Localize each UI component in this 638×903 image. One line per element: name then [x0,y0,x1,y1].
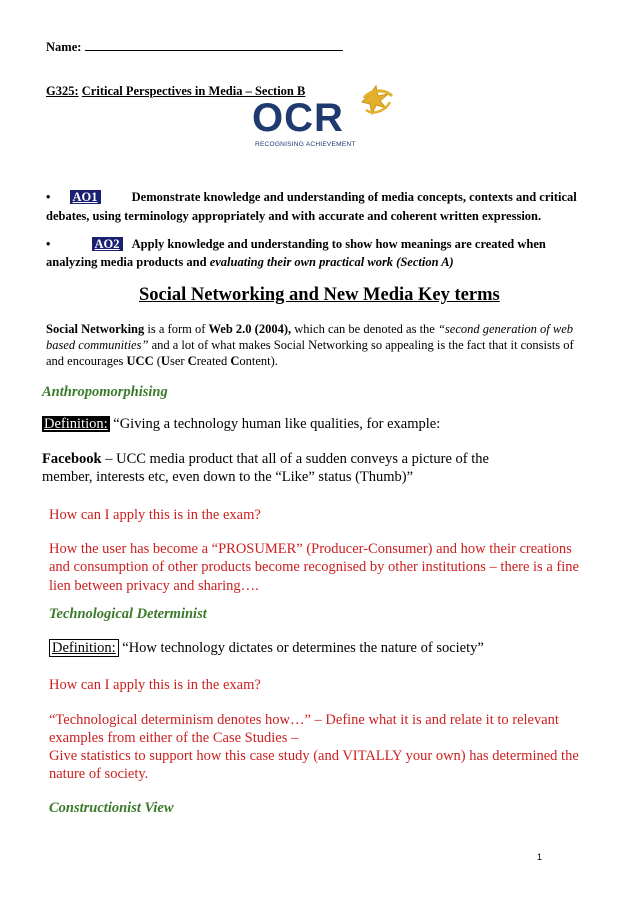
intro-line-2 [46,338,574,353]
bullet: • [46,190,51,204]
intro-text: which can be denoted as the [291,322,438,336]
facebook-line-2: member, interests etc, even down to the “Like” status (Thumb)” [42,469,414,485]
definition-label: Definition: [49,639,119,657]
ao1-text-2: debates, using terminology appropriately and with accurate and coherent written expression. [46,209,542,223]
ao1-badge: AO1 [70,190,101,204]
definition-text: “How technology dictates or determines the nature of society” [118,640,484,656]
ocr-logo-graphic [252,84,402,156]
star-icon [362,86,392,114]
apply-question-2: How can I apply this is in the exam? [49,677,261,693]
section-heading-tech-determinist: Technological Determinist [49,606,207,622]
page-number: 1 [537,852,543,862]
intro-term-social: Social Networking [46,322,145,336]
course-code: G325: [46,84,79,98]
apply-2-line-1: “Technological determinism denotes how…” – Define what it is and relate it to relevant [49,712,559,728]
intro-line-1 [46,322,573,337]
name-label: Name: [46,40,82,54]
apply-2-line-3: Give statistics to support how this case study (and VITALLY your own) has determined the [49,748,579,764]
section-heading-constructionist: Constructionist View [49,800,174,816]
course-title: Critical Perspectives in Media – Section B [81,84,306,98]
intro-text: reated [196,354,231,368]
definition-tech-determinist [49,640,484,657]
definition-text: “Giving a technology human like qualities, for example: [109,416,441,432]
intro-line-3 [46,354,278,369]
intro-text: and a lot of what makes Social Networking so appealing is the fact that it consists of [148,338,574,352]
apply-1-line-3: lien between privacy and sharing…. [49,578,259,594]
section-heading-anthropomorphising: Anthropomorphising [42,384,168,400]
ocr-logo [252,84,402,156]
intro-letter: C [187,354,197,368]
intro-term-web20: Web 2.0 (2004), [208,322,292,336]
apply-1-line-2: and consumption of other products become recognised by other institutions – there is a fine [49,559,579,575]
intro-text: ontent). [239,354,278,368]
objective-ao2 [46,237,546,252]
ao2-text-2b: evaluating their own practical work (Section A) [209,255,454,269]
ao1-text-1: Demonstrate knowledge and understanding of media concepts, contexts and critical [131,190,577,204]
facebook-text-1: – UCC media product that all of a sudden conveys a picture of the [101,451,489,467]
apply-1-line-1: How the user has become a “PROSUMER” (Producer-Consumer) and how their creations [49,541,572,557]
name-line [46,38,343,55]
intro-text: ( [153,354,161,368]
intro-quote: “second generation of web [437,322,574,336]
definition-label: Definition: [44,416,108,432]
objective-ao1 [46,190,577,205]
ocr-letters: OCR [252,96,344,140]
apply-2-line-2: examples from either of the Case Studies – [49,730,299,746]
bullet: • [46,237,51,251]
ao2-badge: AO2 [92,237,123,251]
intro-letter: U [160,354,170,368]
intro-text: and encourages [46,354,127,368]
ao2-text-1: Apply knowledge and understanding to show how meanings are created when [131,237,546,251]
intro-letter: C [230,354,240,368]
definition-anthropomorphising [42,416,440,433]
facebook-line-1 [42,451,489,468]
apply-2-line-4: nature of society. [49,766,149,782]
ao2-text-2a: analyzing media products and [46,255,210,269]
ocr-tagline: RECOGNISING ACHIEVEMENT [255,141,356,148]
intro-text: ser [169,354,188,368]
page-title: Social Networking and New Media Key terms [139,285,500,305]
ao2-text-2 [46,255,454,270]
intro-text: is a form of [144,322,209,336]
intro-quote-end: based communities” [46,338,149,352]
apply-question-1: How can I apply this is in the exam? [49,507,261,523]
intro-term-ucc: UCC [126,354,154,368]
name-blank[interactable] [85,38,343,51]
facebook-label: Facebook [42,451,102,467]
